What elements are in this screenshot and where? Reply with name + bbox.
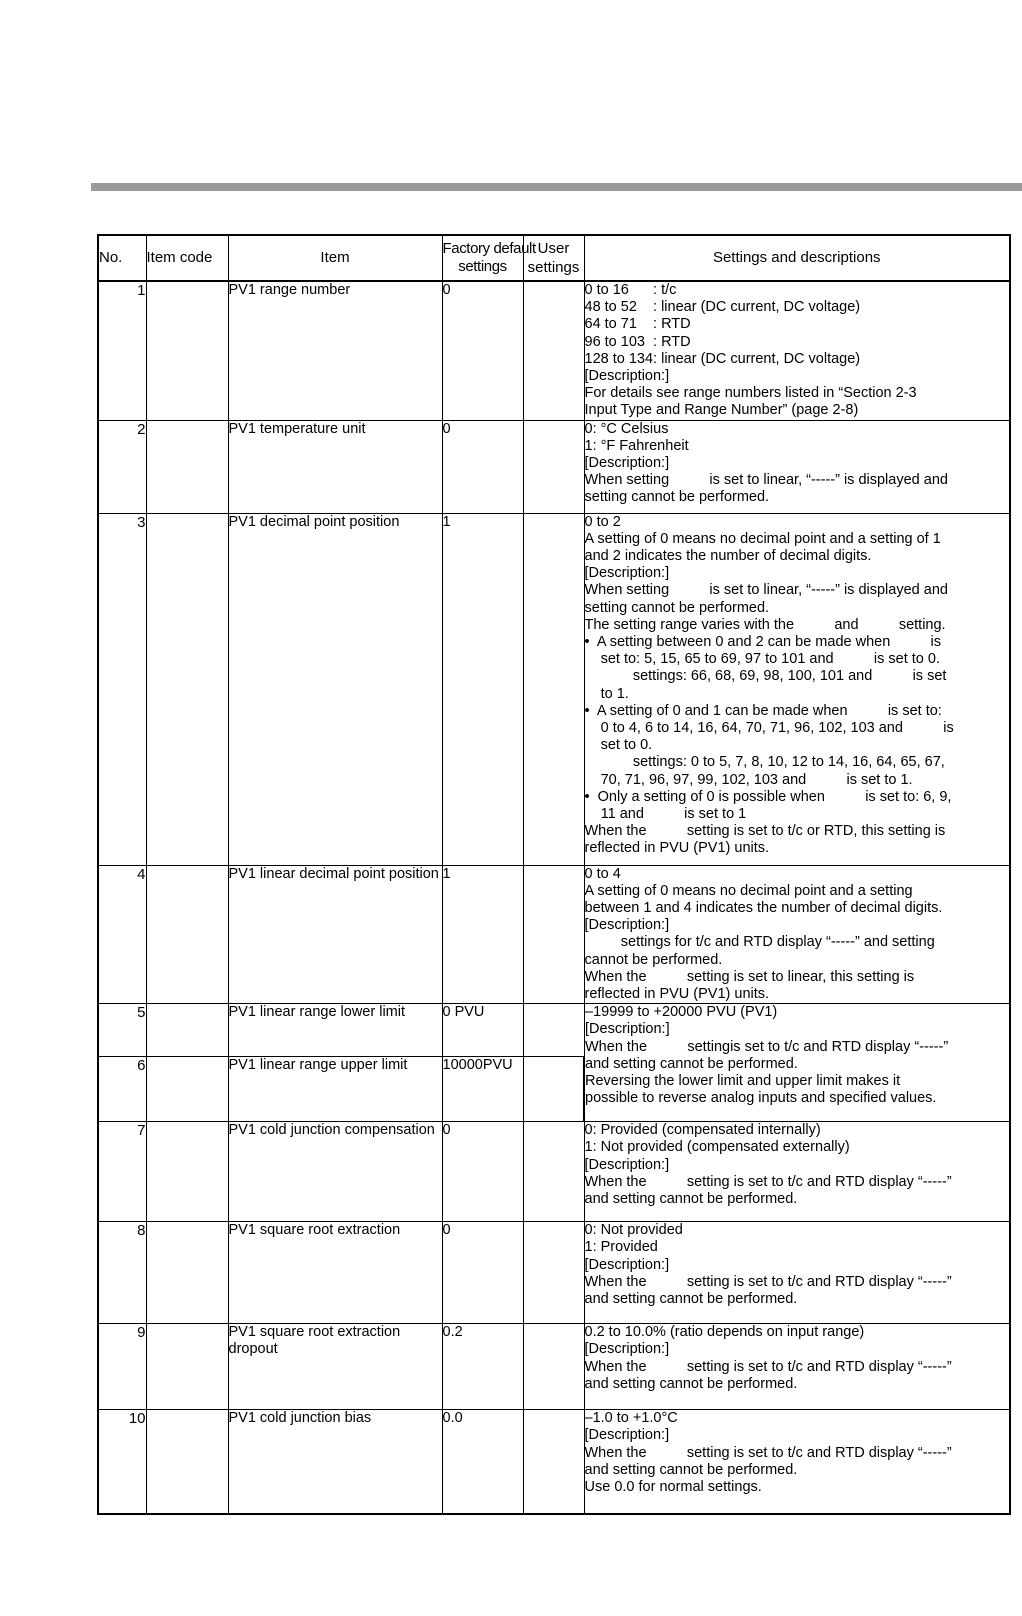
- col-header-factory-line2: settings: [458, 258, 507, 275]
- description-line: –1.0 to +1.0°C: [584, 1410, 678, 1427]
- description-line: A setting of 0 means no decimal point and a setting: [584, 882, 913, 899]
- row-number: 9: [98, 1324, 146, 1410]
- description-line: 1: °F Fahrenheit: [584, 437, 689, 454]
- description-line: [Description:]: [584, 1156, 670, 1173]
- factory-default-value: 0: [442, 1122, 523, 1222]
- factory-default-value: 0: [442, 420, 523, 513]
- row-number: 2: [98, 420, 146, 513]
- factory-default-value: 1: [442, 513, 523, 865]
- description-line: 0: °C Celsius: [584, 420, 669, 437]
- item-code-cell: [146, 281, 228, 420]
- col-header-user-line2: settings: [527, 259, 580, 276]
- table-row: [98, 420, 1010, 513]
- description-line: [Description:]: [584, 1256, 670, 1273]
- settings-description: [584, 513, 1010, 865]
- user-settings-cell: [523, 281, 584, 420]
- user-settings-cell: [523, 1222, 584, 1324]
- description-line: and setting cannot be performed.: [585, 1055, 798, 1072]
- description-line: to 1.: [584, 685, 629, 702]
- factory-default-value: 1: [442, 865, 523, 1004]
- row-number: 1: [98, 281, 146, 420]
- item-name: PV1 square root extraction dropout: [228, 1324, 442, 1410]
- description-line: [Description:]: [584, 455, 670, 472]
- description-line: 1: Not provided (compensated externally): [584, 1139, 850, 1156]
- description-line: between 1 and 4 indicates the number of decimal digits.: [584, 900, 943, 917]
- table-header-row: [98, 235, 1010, 281]
- item-code-cell: [146, 1122, 228, 1222]
- item-code-cell: [146, 1410, 228, 1514]
- description-line: 48 to 52 : linear (DC current, DC voltage): [584, 299, 861, 316]
- description-line: When the setting is set to t/c and RTD display “-----”: [584, 1358, 952, 1375]
- row-number: 3: [98, 513, 146, 865]
- description-line: settings: 0 to 5, 7, 8, 10, 12 to 14, 16, 64, 65, 67,: [584, 754, 945, 771]
- description-line: 0.2 to 10.0% (ratio depends on input range): [584, 1324, 865, 1341]
- settings-description: [584, 1410, 1010, 1514]
- description-line: 0: Not provided: [584, 1222, 683, 1239]
- table-row: [98, 513, 1010, 865]
- table-row: [98, 281, 1010, 420]
- item-code-cell: [146, 1222, 228, 1324]
- description-line: 128 to 134: linear (DC current, DC voltage): [584, 350, 861, 367]
- row-number: 10: [98, 1410, 146, 1514]
- description-line: When the setting is set to linear, this setting is: [584, 968, 915, 985]
- item-code-cell: [146, 1004, 228, 1057]
- item-code-cell: [146, 1324, 228, 1410]
- row-number: 8: [98, 1222, 146, 1324]
- description-line: 11 and is set to 1: [584, 806, 747, 823]
- description-line: For details see range numbers listed in “Section 2-3: [584, 385, 917, 402]
- description-line: cannot be performed.: [584, 951, 723, 968]
- description-line: Use 0.0 for normal settings.: [584, 1479, 762, 1496]
- description-line: When the setting is set to t/c and RTD display “-----”: [584, 1173, 952, 1190]
- col-header-user-line1: User: [537, 240, 570, 257]
- table-row: [98, 1122, 1010, 1222]
- user-settings-cell: [523, 513, 584, 865]
- table-row: [98, 1410, 1010, 1514]
- item-name: PV1 decimal point position: [228, 513, 442, 865]
- item-code-cell: [146, 420, 228, 513]
- settings-description: [584, 1324, 1010, 1410]
- factory-default-value: 0.2: [442, 1324, 523, 1410]
- description-line: and 2 indicates the number of decimal digits.: [584, 548, 872, 565]
- settings-description: [584, 420, 1010, 513]
- description-line: settings for t/c and RTD display “-----” and setting: [584, 934, 935, 951]
- factory-default-value: 0.0: [442, 1410, 523, 1514]
- description-line: [Description:]: [584, 565, 670, 582]
- description-line: • A setting between 0 and 2 can be made when is: [584, 634, 942, 651]
- description-line: 0 to 16 : t/c: [584, 282, 677, 298]
- col-header-no: No.: [98, 235, 146, 281]
- item-name: PV1 square root extraction: [228, 1222, 442, 1324]
- description-line: and setting cannot be performed.: [584, 1291, 798, 1308]
- factory-default-value: 0: [442, 1222, 523, 1324]
- user-settings-cell: [523, 865, 584, 1004]
- description-line: Reversing the lower limit and upper limit makes it: [585, 1073, 901, 1090]
- description-line: 0 to 2: [584, 513, 621, 530]
- user-settings-cell: [523, 1057, 584, 1122]
- col-header-settings: Settings and descriptions: [584, 235, 1010, 281]
- col-header-factory-line1: Factory default: [442, 240, 536, 257]
- description-line: The setting range varies with the and setting.: [584, 616, 946, 633]
- table-row: [98, 1222, 1010, 1324]
- description-line: 0: Provided (compensated internally): [584, 1122, 821, 1139]
- description-line: setting cannot be performed.: [584, 489, 770, 506]
- col-header-item-code: Item code: [146, 235, 228, 281]
- description-line: Input Type and Range Number” (page 2-8): [584, 402, 859, 419]
- description-line: 96 to 103 : RTD: [584, 333, 691, 350]
- item-name: PV1 linear range lower limit: [228, 1004, 442, 1057]
- table-row: [98, 1324, 1010, 1410]
- col-header-item: Item: [228, 235, 442, 281]
- description-line: set to: 5, 15, 65 to 69, 97 to 101 and is set to 0.: [584, 651, 940, 668]
- item-name: PV1 linear decimal point position: [228, 865, 442, 1004]
- row-number: 5: [98, 1004, 146, 1057]
- description-line: and setting cannot be performed.: [584, 1461, 798, 1478]
- description-line: and setting cannot be performed.: [584, 1191, 798, 1208]
- user-settings-cell: [523, 1004, 584, 1057]
- description-line: When setting is set to linear, “-----” is displayed and: [584, 472, 948, 489]
- description-line: –19999 to +20000 PVU (PV1): [585, 1004, 778, 1021]
- item-code-cell: [146, 513, 228, 865]
- row-number: 4: [98, 865, 146, 1004]
- table-row: [98, 1004, 1010, 1057]
- item-name: PV1 range number: [228, 281, 442, 420]
- description-line: 1: Provided: [584, 1239, 658, 1256]
- description-line: • A setting of 0 and 1 can be made when is set to:: [584, 702, 942, 719]
- user-settings-cell: [523, 1410, 584, 1514]
- description-line: [Description:]: [584, 1341, 670, 1358]
- factory-default-value: 10000PVU: [442, 1057, 523, 1122]
- factory-default-value: 0: [442, 281, 523, 420]
- settings-description: [584, 281, 1010, 420]
- description-line: A setting of 0 means no decimal point and a setting of 1: [584, 530, 941, 547]
- description-line: 0 to 4, 6 to 14, 16, 64, 70, 71, 96, 102, 103 and is: [584, 720, 954, 737]
- description-line: 0 to 4: [584, 865, 621, 882]
- user-settings-cell: [523, 1324, 584, 1410]
- description-line: settings: 66, 68, 69, 98, 100, 101 and is set: [584, 668, 947, 685]
- description-line: 64 to 71 : RTD: [584, 316, 691, 333]
- description-line: [Description:]: [584, 368, 670, 385]
- description-line: [Description:]: [585, 1021, 670, 1038]
- item-name: PV1 linear range upper limit: [228, 1057, 442, 1122]
- settings-description: [584, 1004, 1010, 1122]
- user-settings-cell: [523, 420, 584, 513]
- description-line: reflected in PVU (PV1) units.: [584, 986, 770, 1003]
- factory-default-value: 0 PVU: [442, 1004, 523, 1057]
- description-line: [Description:]: [584, 1427, 670, 1444]
- item-name: PV1 cold junction bias: [228, 1410, 442, 1514]
- description-line: possible to reverse analog inputs and specified values.: [585, 1090, 937, 1107]
- row-number: 6: [98, 1057, 146, 1122]
- description-line: reflected in PVU (PV1) units.: [584, 840, 770, 857]
- parameter-table: [97, 234, 1011, 1515]
- settings-description: [584, 1122, 1010, 1222]
- table-row: [98, 865, 1010, 1004]
- description-line: When the setting is set to t/c or RTD, this setting is: [584, 823, 946, 840]
- description-line: When the settingis set to t/c and RTD display “-----”: [585, 1038, 949, 1055]
- item-name: PV1 cold junction compensation: [228, 1122, 442, 1222]
- description-line: • Only a setting of 0 is possible when is set to: 6, 9,: [584, 788, 952, 805]
- item-code-cell: [146, 1057, 228, 1122]
- header-rule: [91, 183, 1022, 191]
- settings-description: [584, 1222, 1010, 1324]
- description-line: and setting cannot be performed.: [584, 1375, 798, 1392]
- description-line: set to 0.: [584, 737, 653, 754]
- settings-description: [584, 865, 1010, 1004]
- col-header-factory-default: [442, 235, 536, 281]
- user-settings-cell: [523, 1122, 584, 1222]
- description-line: When the setting is set to t/c and RTD display “-----”: [584, 1444, 952, 1461]
- description-line: 70, 71, 96, 97, 99, 102, 103 and is set to 1.: [584, 771, 913, 788]
- row-number: 7: [98, 1122, 146, 1222]
- description-line: When the setting is set to t/c and RTD display “-----”: [584, 1273, 952, 1290]
- description-line: [Description:]: [584, 917, 670, 934]
- item-name: PV1 temperature unit: [228, 420, 442, 513]
- description-line: setting cannot be performed.: [584, 599, 770, 616]
- table-body: [98, 281, 1010, 1514]
- item-code-cell: [146, 865, 228, 1004]
- description-line: When setting is set to linear, “-----” is displayed and: [584, 582, 948, 599]
